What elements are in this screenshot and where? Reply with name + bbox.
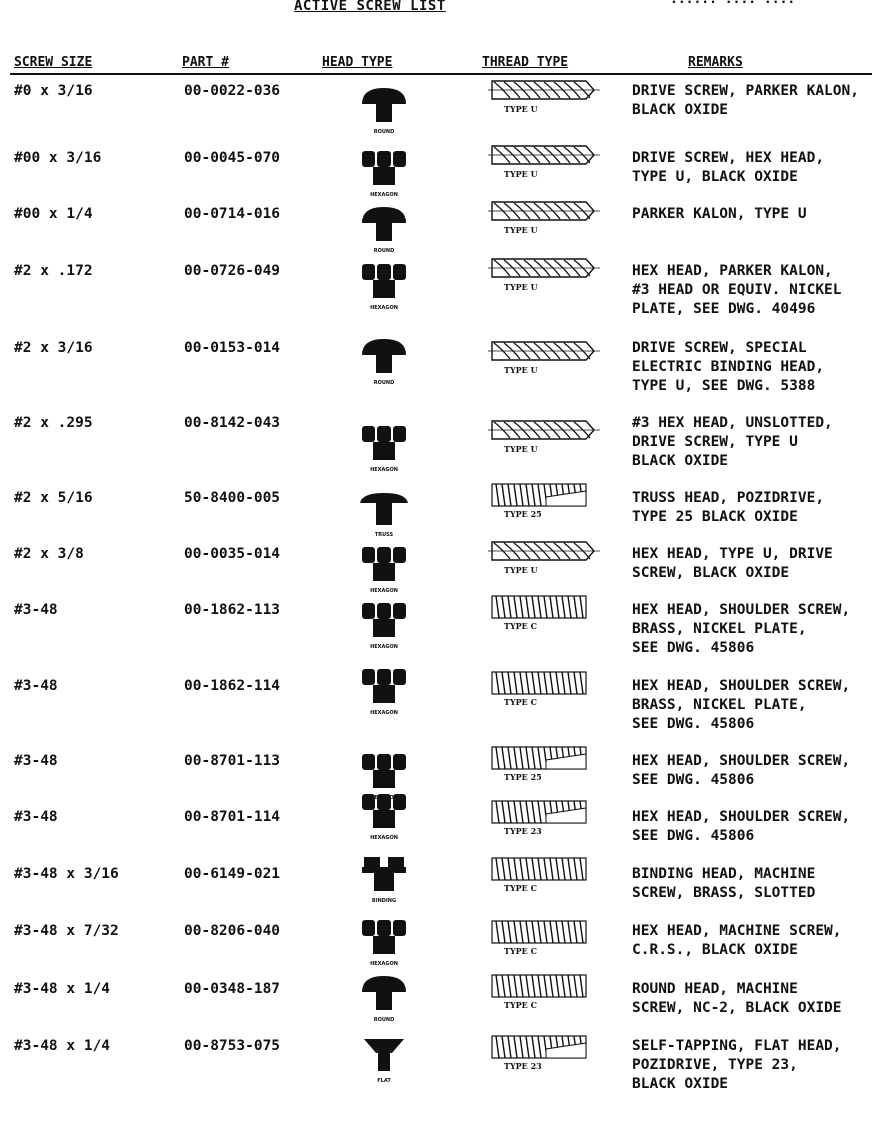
head-type-label: ROUND [373, 129, 395, 135]
thread-type [486, 593, 606, 631]
remarks-line: SEE DWG. 45806 [632, 716, 755, 732]
part-number: 00-0045-070 [184, 150, 281, 166]
hexagon-head-icon [354, 422, 414, 466]
remarks-line: HEX HEAD, SHOULDER SCREW, [632, 602, 851, 618]
thread-type-label: TYPE C [504, 621, 537, 631]
thread-type-label: TYPE U [504, 169, 538, 179]
truss-head-icon [354, 487, 414, 531]
part-number: 00-0348-187 [184, 981, 281, 997]
head-type [354, 422, 414, 473]
part-number: 00-8701-113 [184, 753, 281, 769]
head-type [354, 916, 414, 967]
part-number: 00-0035-014 [184, 546, 281, 562]
remarks-line: ELECTRIC BINDING HEAD, [632, 359, 825, 375]
head-type [354, 84, 414, 135]
header-part: PART # [182, 55, 229, 70]
remarks-line: SEE DWG. 45806 [632, 828, 755, 844]
head-type [354, 487, 414, 538]
head-type [354, 972, 414, 1023]
remarks [632, 752, 850, 790]
screw-size: #3-48 x 7/32 [14, 923, 119, 939]
remarks-line: DRIVE SCREW, TYPE U [632, 434, 798, 450]
part-number: 00-8701-114 [184, 809, 281, 825]
hexagon-head-icon [354, 543, 414, 587]
remarks-line: DRIVE SCREW, PARKER KALON, [632, 83, 859, 99]
head-type [354, 203, 414, 254]
head-type [354, 1033, 414, 1084]
remarks-line: SEE DWG. 45806 [632, 640, 755, 656]
head-type [354, 665, 414, 716]
head-type [354, 260, 414, 311]
head-type-label: BINDING [371, 898, 397, 904]
remarks-line: C.R.S., BLACK OXIDE [632, 942, 798, 958]
thread-type-label: TYPE U [504, 565, 538, 575]
thread-type [486, 1033, 606, 1071]
remarks-line: HEX HEAD, MACHINE SCREW, [632, 923, 842, 939]
remarks-line: POZIDRIVE, TYPE 23, [632, 1057, 798, 1073]
part-number: 00-1862-113 [184, 602, 281, 618]
hexagon-head-icon [354, 599, 414, 643]
remarks-line: HEX HEAD, PARKER KALON, [632, 263, 833, 279]
thread-type-label: TYPE C [504, 697, 537, 707]
thread-type-label: TYPE 23 [504, 1061, 542, 1071]
remarks [632, 489, 824, 527]
remarks-line: ROUND HEAD, MACHINE [632, 981, 798, 997]
thread-type [486, 537, 606, 575]
part-number: 00-8206-040 [184, 923, 281, 939]
round-head-icon [354, 335, 414, 379]
remarks-line: TYPE 25 BLACK OXIDE [632, 509, 798, 525]
remarks-line: PARKER KALON, TYPE U [632, 206, 807, 222]
remarks [632, 205, 807, 224]
screw-size: #3-48 [14, 809, 58, 825]
remarks [632, 677, 850, 734]
remarks-line: SCREW, BLACK OXIDE [632, 565, 790, 581]
head-type-label: HEXAGON [370, 644, 398, 650]
remarks [632, 149, 824, 187]
thread-type-label: TYPE 25 [504, 509, 542, 519]
head-type-label: HEXAGON [370, 305, 398, 311]
thread-type [486, 416, 606, 454]
head-type-label: FLAT [377, 1078, 391, 1084]
remarks [632, 865, 815, 903]
part-number: 00-8753-075 [184, 1038, 281, 1054]
head-type [354, 543, 414, 594]
thread-type [486, 337, 606, 375]
head-type-label: HEXAGON [370, 835, 398, 841]
remarks-line: BLACK OXIDE [632, 1076, 729, 1092]
thread-type-label: TYPE C [504, 883, 537, 893]
remarks-line: BRASS, NICKEL PLATE, [632, 621, 807, 637]
remarks-line: #3 HEAD OR EQUIV. NICKEL [632, 282, 842, 298]
thread-type [486, 669, 606, 707]
remarks-line: TRUSS HEAD, POZIDRIVE, [632, 490, 825, 506]
thread-type [486, 481, 606, 519]
head-type [354, 790, 414, 841]
remarks-line: HEX HEAD, SHOULDER SCREW, [632, 678, 851, 694]
part-number: 00-8142-043 [184, 415, 281, 431]
thread-type-label: TYPE 25 [504, 772, 542, 782]
remarks-line: SCREW, BRASS, SLOTTED [632, 885, 816, 901]
hexagon-head-icon [354, 260, 414, 304]
thread-type-label: TYPE 23 [504, 826, 542, 836]
part-number: 00-0726-049 [184, 263, 281, 279]
round-head-icon [354, 84, 414, 128]
remarks [632, 339, 824, 396]
hexagon-head-icon [354, 750, 414, 794]
thread-type [486, 197, 606, 235]
header-rule [10, 73, 872, 75]
remarks [632, 82, 859, 120]
header-head-type: HEAD TYPE [322, 55, 393, 70]
remarks [632, 414, 833, 471]
head-type-label: HEXAGON [370, 467, 398, 473]
head-type-label: TRUSS [374, 532, 394, 538]
hexagon-head-icon [354, 147, 414, 191]
header-screw-size: SCREW SIZE [14, 55, 93, 70]
remarks-line: TYPE U, SEE DWG. 5388 [632, 378, 816, 394]
remarks-line: DRIVE SCREW, SPECIAL [632, 340, 807, 356]
thread-type-label: TYPE C [504, 1000, 537, 1010]
thread-type [486, 972, 606, 1010]
round-head-icon [354, 972, 414, 1016]
remarks [632, 262, 842, 319]
head-type [354, 147, 414, 198]
header-thread-type: THREAD TYPE [482, 55, 569, 70]
screw-size: #3-48 [14, 678, 58, 694]
screw-size: #3-48 [14, 753, 58, 769]
thread-type-label: TYPE U [504, 104, 538, 114]
head-type-label: ROUND [373, 248, 395, 254]
thread-type [486, 798, 606, 836]
thread-type-label: TYPE C [504, 946, 537, 956]
thread-type [486, 744, 606, 782]
remarks [632, 1037, 842, 1094]
page-title: ACTIVE SCREW LIST [294, 0, 446, 14]
remarks-line: #3 HEX HEAD, UNSLOTTED, [632, 415, 833, 431]
remarks-line: BRASS, NICKEL PLATE, [632, 697, 807, 713]
thread-type-label: TYPE U [504, 282, 538, 292]
thread-type-label: TYPE U [504, 444, 538, 454]
screw-size: #3-48 x 1/4 [14, 981, 111, 997]
flat-head-icon [354, 1033, 414, 1077]
thread-type [486, 76, 606, 114]
part-number: 00-0153-014 [184, 340, 281, 356]
screw-size: #0 x 3/16 [14, 83, 93, 99]
head-type-label: HEXAGON [370, 961, 398, 967]
remarks [632, 980, 842, 1018]
thread-type-label: TYPE U [504, 225, 538, 235]
screw-size: #2 x 5/16 [14, 490, 93, 506]
head-type-label: HEXAGON [370, 192, 398, 198]
remarks-line: SELF-TAPPING, FLAT HEAD, [632, 1038, 842, 1054]
part-number: 50-8400-005 [184, 490, 281, 506]
remarks-line: DRIVE SCREW, HEX HEAD, [632, 150, 825, 166]
thread-type-label: TYPE U [504, 365, 538, 375]
screw-size: #00 x 1/4 [14, 206, 93, 222]
remarks-line: SCREW, NC-2, BLACK OXIDE [632, 1000, 842, 1016]
head-type-label: HEXAGON [370, 588, 398, 594]
screw-size: #3-48 [14, 602, 58, 618]
hexagon-head-icon [354, 916, 414, 960]
screw-size: #2 x 3/16 [14, 340, 93, 356]
hexagon-head-icon [354, 665, 414, 709]
remarks-line: BINDING HEAD, MACHINE [632, 866, 816, 882]
head-type [354, 335, 414, 386]
part-number: 00-0022-036 [184, 83, 281, 99]
remarks-line: HEX HEAD, TYPE U, DRIVE [632, 546, 833, 562]
screw-size: #00 x 3/16 [14, 150, 102, 166]
part-number: 00-6149-021 [184, 866, 281, 882]
hexagon-head-icon [354, 790, 414, 834]
thread-type [486, 254, 606, 292]
head-type [354, 853, 414, 904]
round-head-icon [354, 203, 414, 247]
remarks-line: BLACK OXIDE [632, 453, 729, 469]
corner-text [670, 0, 795, 7]
remarks-line: SEE DWG. 45806 [632, 772, 755, 788]
remarks-line: HEX HEAD, SHOULDER SCREW, [632, 753, 851, 769]
thread-type [486, 855, 606, 893]
head-type-label: ROUND [373, 1017, 395, 1023]
screw-size: #3-48 x 3/16 [14, 866, 119, 882]
remarks [632, 601, 850, 658]
part-number: 00-1862-114 [184, 678, 281, 694]
screw-size: #3-48 x 1/4 [14, 1038, 111, 1054]
remarks-line: BLACK OXIDE [632, 102, 729, 118]
remarks-line: TYPE U, BLACK OXIDE [632, 169, 798, 185]
head-type-label: HEXAGON [370, 710, 398, 716]
screw-size: #2 x .172 [14, 263, 93, 279]
remarks-line: PLATE, SEE DWG. 40496 [632, 301, 816, 317]
remarks-line: HEX HEAD, SHOULDER SCREW, [632, 809, 851, 825]
remarks [632, 808, 850, 846]
thread-type [486, 918, 606, 956]
screw-size: #2 x .295 [14, 415, 93, 431]
remarks [632, 922, 842, 960]
remarks [632, 545, 833, 583]
part-number: 00-0714-016 [184, 206, 281, 222]
head-type [354, 599, 414, 650]
head-type-label: ROUND [373, 380, 395, 386]
screw-size: #2 x 3/8 [14, 546, 84, 562]
header-remarks: REMARKS [688, 55, 743, 70]
thread-type [486, 141, 606, 179]
binding-head-icon [354, 853, 414, 897]
